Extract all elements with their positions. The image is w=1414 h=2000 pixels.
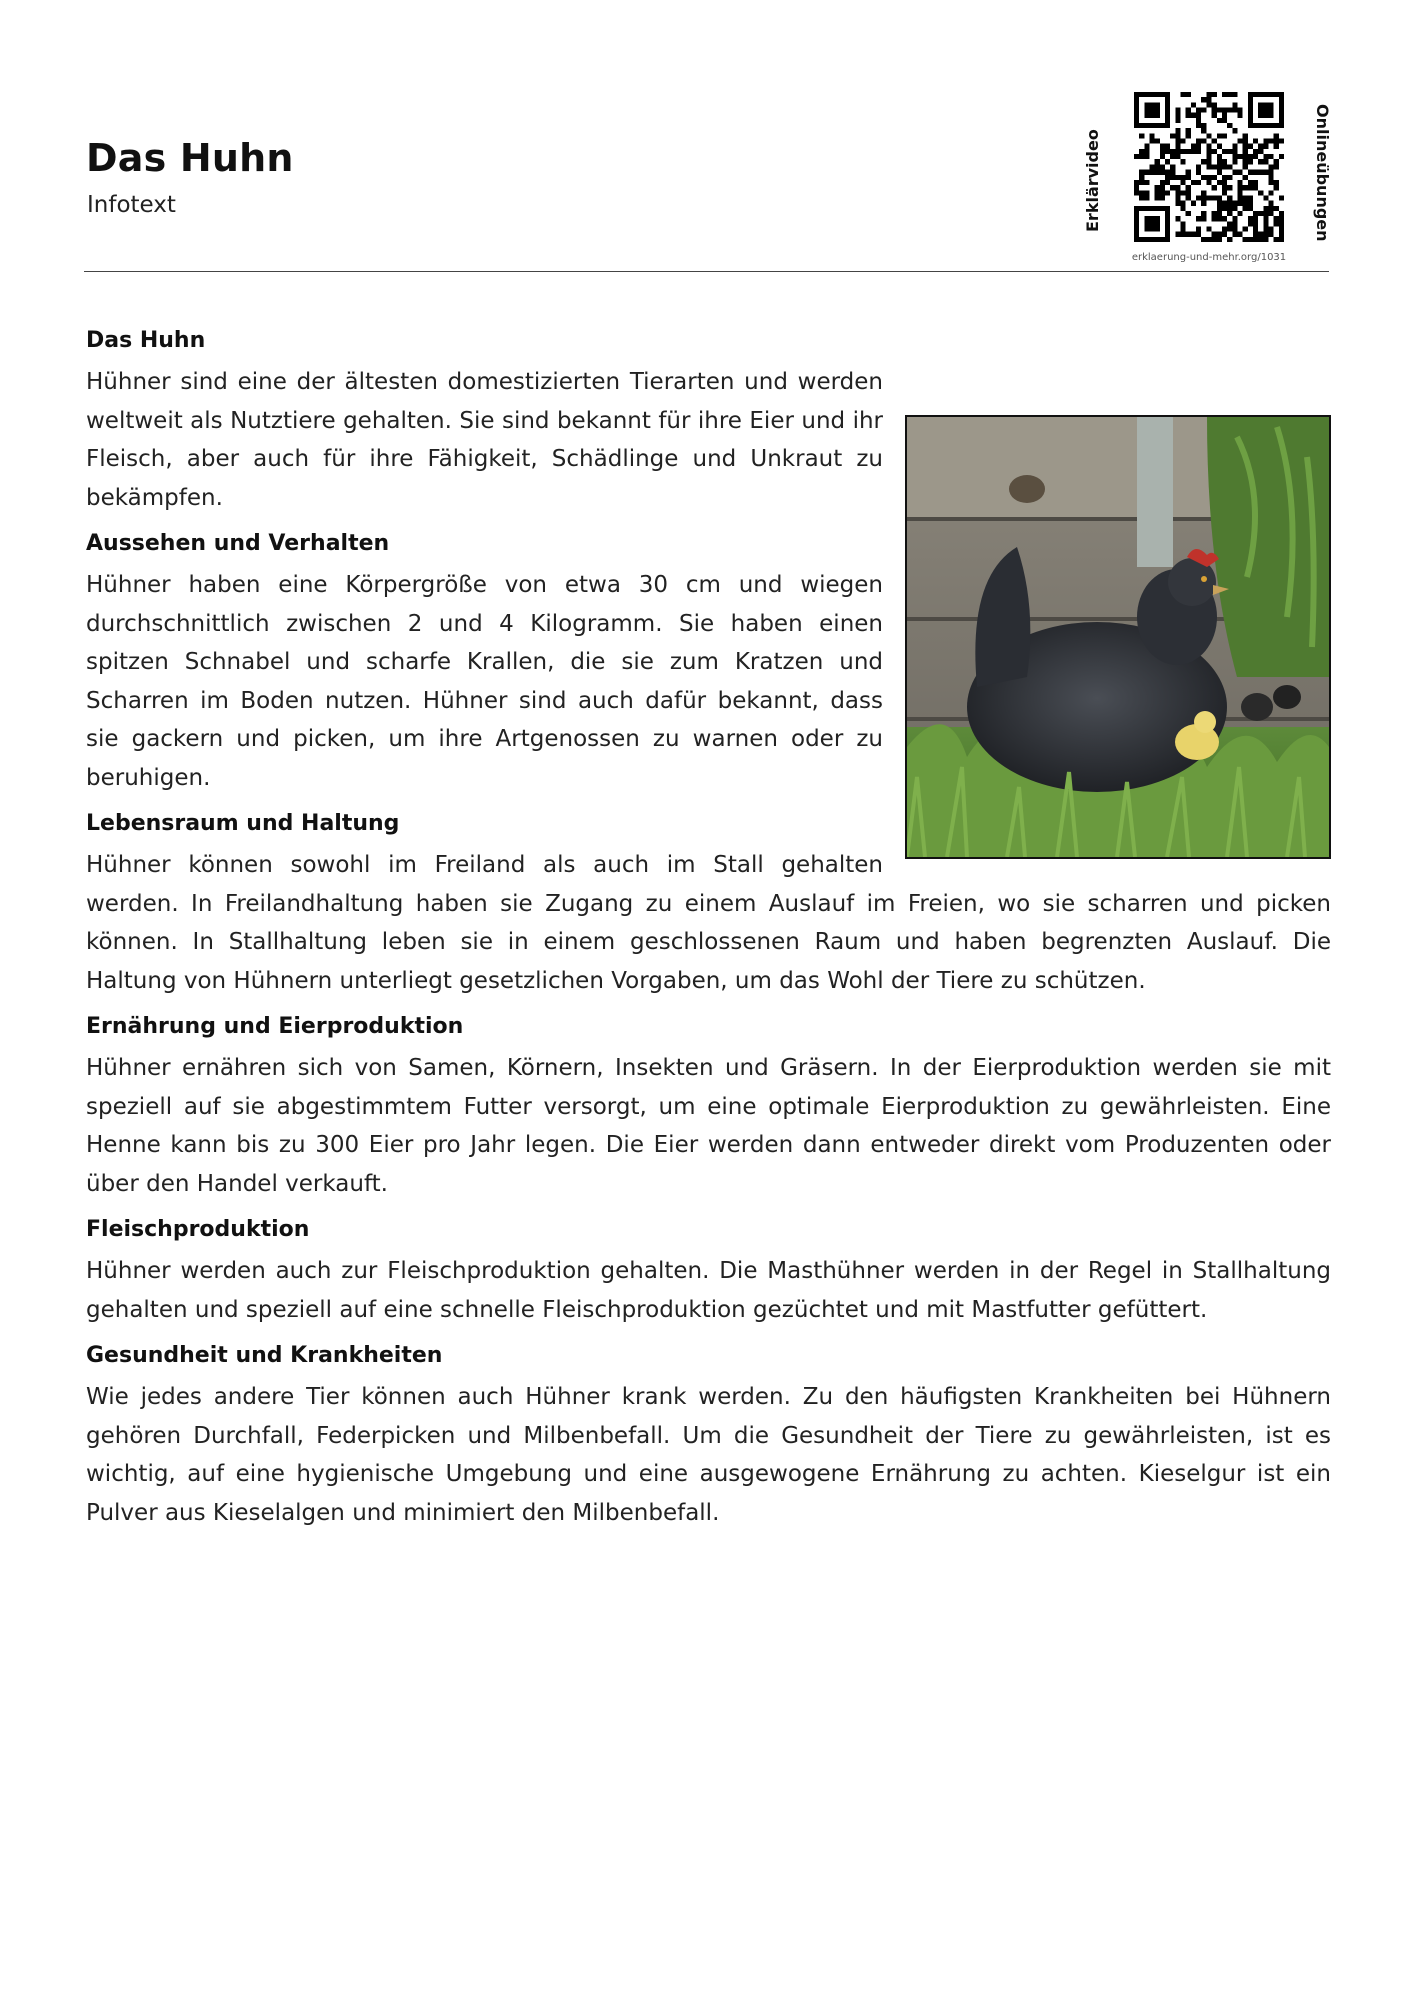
page-title: Das Huhn xyxy=(86,136,294,180)
qr-label-video: Erklärvideo xyxy=(1083,129,1102,232)
section-text-meat: Hühner werden auch zur Fleischproduktion gehalten. Die Masthühner werden in der Regel in Stallhaltung gehalten und speziell auf eine schnelle Fleischproduktion gezüchtet und mit Mastfutter gefüttert. xyxy=(86,1258,1331,1323)
section-text-appearance: Hühner haben eine Körpergröße von etwa 30 cm und wiegen durchschnittlich zwischen 2 und 4 Kilogramm. Sie haben einen spitzen Schnabel und scharfe Krallen, die sie zum Kratzen und Scharren im Boden nutzen. Hühner sind auch dafür bekannt, dass sie gackern und picken, um ihre Artgenossen zu warnen oder zu beruhigen. xyxy=(86,572,883,791)
section-text-habitat: Hühner können sowohl im Freiland als auch im Stall gehalten werden. In Freilandhaltung haben sie Zugang zu einem Auslauf im Freien, wo sie scharren und picken können. In Stallhaltung leben sie in einem geschlossenen Raum und haben begrenzten Auslauf. Die Haltung von Hühnern unterliegt gesetzlichen Vorgaben, um das Wohl der Tiere zu schützen. xyxy=(86,852,1331,994)
section-heading-health: Gesundheit und Krankheiten xyxy=(86,1343,443,1368)
header-divider xyxy=(84,271,1329,272)
section-heading-nutrition: Ernährung und Eierproduktion xyxy=(86,1014,464,1039)
section-heading-intro: Das Huhn xyxy=(86,328,206,353)
qr-url: erklaerung-und-mehr.org/1031 xyxy=(1131,252,1287,263)
document-body xyxy=(86,328,1331,1546)
qr-label-exercises: Onlineübungen xyxy=(1313,104,1332,242)
page-subtitle: Infotext xyxy=(87,192,176,218)
section-text-health: Wie jedes andere Tier können auch Hühner krank werden. Zu den häufigsten Krankheiten bei Hühnern gehören Durchfall, Federpicken und Milbenbefall. Um die Gesundheit der Tiere zu gewährleisten, ist es wichtig, auf eine hygienische Umgebung und eine ausgewogene Ernährung zu achten. Kieselgur ist ein Pulver aus Kieselalgen und minimiert den Milbenbefall. xyxy=(86,1384,1331,1526)
section-text-intro: Hühner sind eine der ältesten domestizierten Tierarten und werden weltweit als Nutztiere gehalten. Sie sind bekannt für ihre Eier und ihr Fleisch, aber auch für ihre Fähigkeit, Schädlinge und Unkraut zu bekämpfen. xyxy=(86,369,883,511)
section-heading-meat: Fleischproduktion xyxy=(86,1217,310,1242)
qr-code-icon[interactable] xyxy=(1134,92,1284,242)
section-heading-appearance: Aussehen und Verhalten xyxy=(86,531,390,556)
section-heading-habitat: Lebensraum und Haltung xyxy=(86,811,400,836)
hen-photo xyxy=(905,415,1331,859)
section-text-nutrition: Hühner ernähren sich von Samen, Körnern, Insekten und Gräsern. In der Eierproduktion werden sie mit speziell auf sie abgestimmtem Futter versorgt, um eine optimale Eierproduktion zu gewährleisten. Eine Henne kann bis zu 300 Eier pro Jahr legen. Die Eier werden dann entweder direkt vom Produzenten oder über den Handel verkauft. xyxy=(86,1055,1331,1197)
